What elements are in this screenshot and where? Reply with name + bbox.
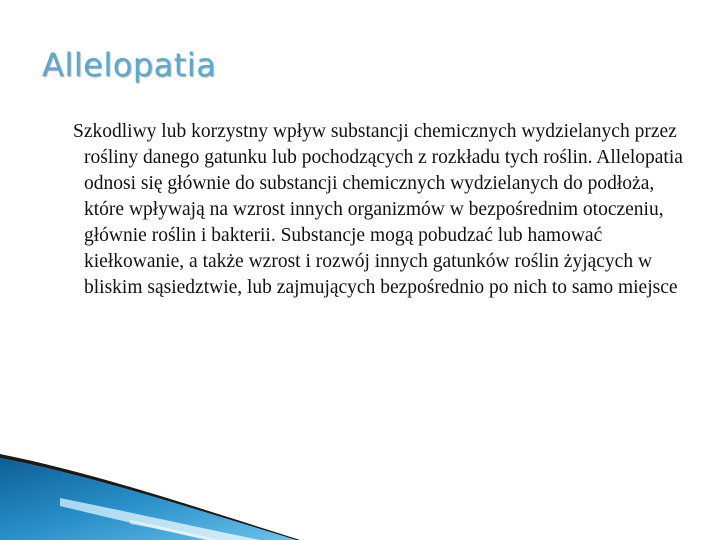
- corner-decoration: [0, 450, 300, 540]
- slide-title: Allelopatia: [42, 46, 217, 84]
- slide-body-text: Szkodliwy lub korzystny wpływ substancji chemicznych wydzielanych przez rośliny danego gatunku lub pochodzących z rozkładu tych roślin. Allelopatia odnosi się głównie do substancji chemicznych wydzielanych do podłoża, które wpływają na wzrost innych organizmów w bezpośrednim otoczeniu, głównie roślin i bakterii. Substancje mogą pobudzać lub hamować kiełkowanie, a także wzrost i rozwój innych gatunków roślin żyjących w bliskim sąsiedztwie, lub zajmujących bezpośrednio po nich to samo miejsce: [73, 121, 683, 298]
- swoosh-blue-band: [0, 458, 296, 540]
